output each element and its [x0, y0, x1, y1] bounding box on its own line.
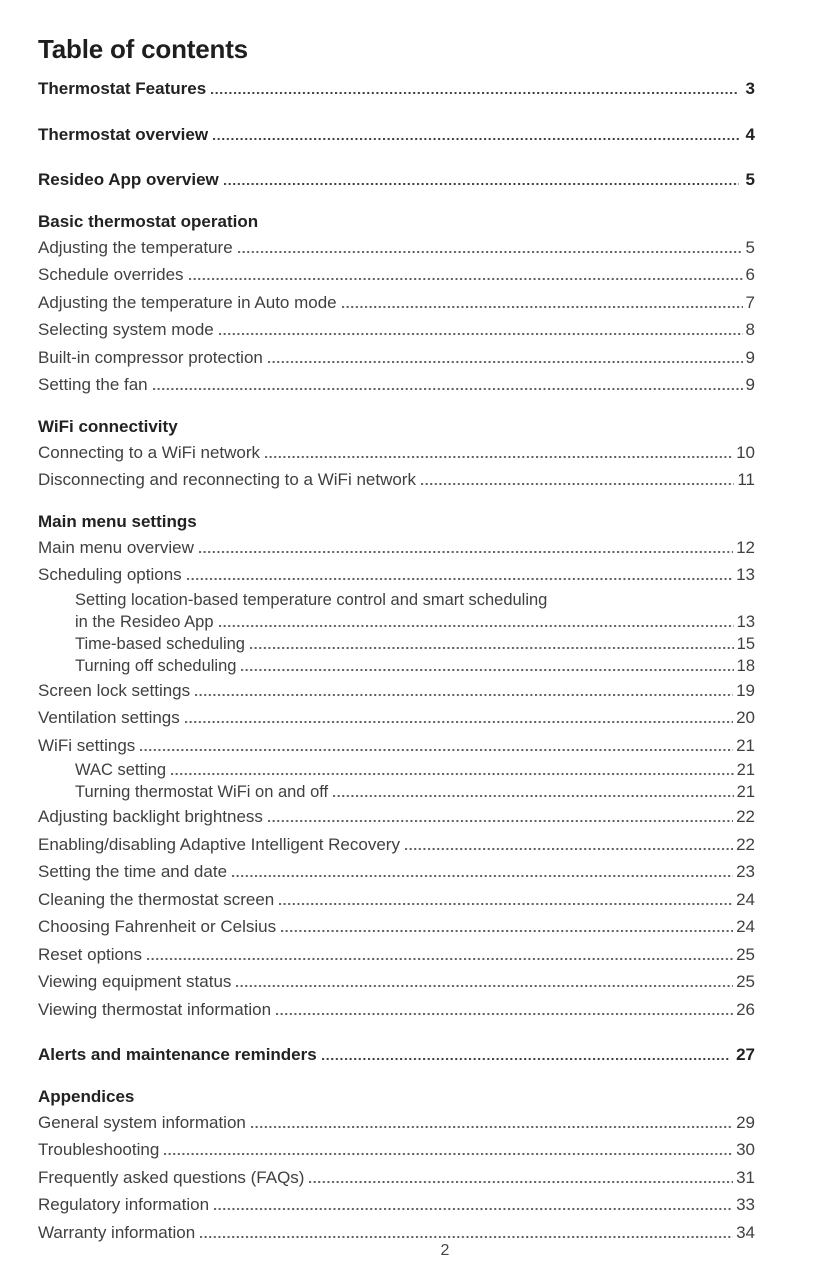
- toc-entry-label: Scheduling options: [38, 565, 182, 584]
- toc-entry-label: Viewing equipment status: [38, 972, 232, 991]
- toc-entry: [38, 534, 755, 562]
- toc-entry: [38, 371, 755, 399]
- toc-entry-page-number: 13: [736, 565, 755, 584]
- toc-entry-page-number: 5: [745, 170, 755, 189]
- toc-entry-page-number: 5: [745, 237, 755, 257]
- toc-entry-page-number: 23: [736, 862, 755, 881]
- toc-entry-page-number: 22: [736, 807, 755, 826]
- dot-leader: [405, 848, 733, 850]
- toc-entry-label: WiFi connectivity: [38, 416, 178, 436]
- dot-leader: [279, 903, 733, 905]
- dot-leader: [322, 1058, 729, 1060]
- toc-entry-label: Basic thermostat operation: [38, 211, 259, 231]
- toc-entry: [38, 439, 755, 467]
- toc-subentry: [38, 633, 755, 655]
- dot-leader: [211, 92, 738, 94]
- toc-entry-page-number: 10: [736, 442, 755, 462]
- toc-entry-label: Enabling/disabling Adaptive Intelligent Recovery: [38, 834, 400, 854]
- toc-entry-label: Appendices: [38, 1086, 135, 1106]
- toc-section-heading: [38, 415, 755, 439]
- toc-entry-label: Regulatory information: [38, 1195, 210, 1214]
- toc-entry: [38, 316, 755, 344]
- toc-entry: [38, 1136, 755, 1164]
- dot-leader: [333, 795, 734, 797]
- dot-leader: [140, 749, 733, 751]
- toc-entry-label: Turning thermostat WiFi on and off: [75, 783, 329, 801]
- toc-entry: [38, 234, 755, 262]
- toc-subentry: [38, 655, 755, 677]
- toc-entry-label: Cleaning the thermostat screen: [38, 889, 275, 909]
- toc-entry-label: Built-in compressor protection: [38, 347, 263, 367]
- toc-section-heading: [38, 210, 755, 234]
- dot-leader: [241, 669, 733, 671]
- toc-entry-page-number: 19: [736, 680, 755, 700]
- toc-entry-label: Choosing Fahrenheit or Celsius: [38, 917, 277, 936]
- toc-list: [38, 75, 755, 1246]
- toc-entry-page-number: 9: [745, 375, 755, 394]
- toc-entry-label: Disconnecting and reconnecting to a WiFi network: [38, 470, 416, 489]
- dot-leader: [189, 278, 743, 280]
- dot-leader: [342, 306, 743, 308]
- toc-entry-label: Main menu settings: [38, 511, 197, 531]
- toc-entry-label: Adjusting backlight brightness: [38, 807, 263, 826]
- toc-entry: [38, 561, 755, 589]
- toc-entry-page-number: 27: [736, 1045, 755, 1064]
- toc-entry: [38, 704, 755, 732]
- dot-leader: [232, 875, 733, 877]
- dot-leader: [147, 958, 733, 960]
- toc-entry: [38, 344, 755, 372]
- toc-entry: [38, 913, 755, 941]
- toc-entry-page-number: 11: [737, 470, 755, 489]
- toc-entry-page-number: 26: [736, 999, 755, 1019]
- toc-entry-label: Time-based scheduling: [75, 634, 245, 653]
- toc-entry-label: Reset options: [38, 944, 142, 964]
- toc-entry-page-number: 18: [736, 656, 755, 675]
- toc-entry: [38, 466, 755, 494]
- toc-entry-label: Adjusting the temperature in Auto mode: [38, 292, 337, 312]
- toc-entry-page-number: 21: [736, 761, 755, 779]
- dot-leader: [200, 1236, 733, 1238]
- dot-leader: [268, 361, 743, 363]
- toc-chapter-entry: [38, 166, 755, 194]
- dot-leader: [171, 773, 734, 775]
- toc-entry: [38, 289, 755, 317]
- dot-leader: [199, 551, 733, 553]
- toc-entry-page-number: 24: [736, 889, 755, 909]
- toc-entry: [38, 261, 755, 289]
- dot-leader: [251, 1126, 733, 1128]
- toc-entry: [38, 886, 755, 914]
- toc-entry-page-number: 30: [736, 1140, 755, 1159]
- dot-leader: [219, 625, 734, 627]
- toc-entry-label: Resideo App overview: [38, 170, 219, 189]
- toc-entry-label: Thermostat overview: [38, 124, 209, 144]
- toc-entry-label: Setting location-based temperature control and smart scheduling: [75, 590, 548, 609]
- toc-entry-label: WiFi settings: [38, 735, 136, 755]
- toc-entry-page-number: 25: [736, 972, 755, 991]
- toc-entry: [38, 941, 755, 969]
- toc-section-heading: [38, 1085, 755, 1109]
- toc-entry-label: Frequently asked questions (FAQs): [38, 1167, 305, 1187]
- toc-entry: [38, 858, 755, 886]
- toc-entry-label: Adjusting the temperature: [38, 237, 233, 257]
- dot-leader: [250, 647, 734, 649]
- toc-entry-page-number: 9: [745, 347, 755, 367]
- toc-entry-label: Selecting system mode: [38, 320, 214, 339]
- page-title: Table of contents: [38, 34, 248, 64]
- toc-entry-label: Screen lock settings: [38, 680, 191, 700]
- toc-chapter-entry: [38, 1041, 755, 1069]
- toc-entry: [38, 831, 755, 859]
- toc-entry: [38, 968, 755, 996]
- toc-entry: [38, 1109, 755, 1137]
- toc-entry-page-number: 7: [745, 292, 755, 312]
- toc-entry-page-number: 13: [736, 612, 755, 631]
- dot-leader: [195, 694, 733, 696]
- toc-subentry: [38, 781, 755, 803]
- dot-leader: [276, 1013, 733, 1015]
- toc-entry-label: in the Resideo App: [75, 612, 214, 631]
- toc-entry-label: Warranty information: [38, 1222, 196, 1242]
- toc-entry: [38, 1164, 755, 1192]
- toc-entry-label: WAC setting: [75, 761, 167, 779]
- toc-entry: [38, 1191, 755, 1219]
- toc-chapter-entry: [38, 75, 755, 103]
- toc-entry-page-number: 33: [736, 1195, 755, 1214]
- toc-entry-page-number: 20: [736, 708, 755, 727]
- dot-leader: [164, 1153, 733, 1155]
- toc-subentry-line2: [38, 611, 755, 633]
- toc-entry: [38, 732, 755, 760]
- dot-leader: [214, 1208, 733, 1210]
- toc-entry: [38, 677, 755, 705]
- toc-entry-label: Viewing thermostat information: [38, 999, 272, 1019]
- dot-leader: [236, 985, 733, 987]
- toc-entry-label: Setting the time and date: [38, 862, 228, 881]
- footer-page-number: 2: [440, 1242, 450, 1259]
- dot-leader: [265, 456, 733, 458]
- toc-entry-page-number: 22: [736, 834, 755, 854]
- toc-entry-label: Connecting to a WiFi network: [38, 442, 261, 462]
- dot-leader: [219, 333, 743, 335]
- dot-leader: [421, 483, 734, 485]
- toc-entry-label: Ventilation settings: [38, 708, 180, 727]
- toc-entry-label: Turning off scheduling: [75, 656, 237, 675]
- toc-entry-page-number: 34: [736, 1222, 755, 1242]
- toc-entry-page-number: 21: [736, 735, 755, 755]
- toc-entry-label: Troubleshooting: [38, 1140, 160, 1159]
- dot-leader: [185, 721, 733, 723]
- toc-subentry: [38, 759, 755, 781]
- toc-entry-label: General system information: [38, 1112, 246, 1132]
- dot-leader: [238, 251, 743, 253]
- toc-entry-page-number: 4: [745, 124, 755, 144]
- toc-entry-page-number: 29: [736, 1112, 755, 1132]
- toc-entry-page-number: 21: [736, 783, 755, 801]
- toc-entry-label: Alerts and maintenance reminders: [38, 1045, 317, 1064]
- toc-entry-label: Schedule overrides: [38, 265, 184, 284]
- toc-entry: [38, 803, 755, 831]
- toc-entry-page-number: 15: [736, 634, 755, 653]
- toc-entry-page-number: 24: [736, 917, 755, 936]
- toc-entry: [38, 996, 755, 1024]
- dot-leader: [268, 820, 733, 822]
- toc-entry-page-number: 25: [736, 944, 755, 964]
- toc-entry-label: Main menu overview: [38, 537, 194, 557]
- toc-section-heading: [38, 510, 755, 534]
- dot-leader: [281, 930, 733, 932]
- dot-leader: [187, 578, 733, 580]
- dot-leader: [309, 1181, 733, 1183]
- dot-leader: [213, 138, 738, 140]
- toc-entry-page-number: 31: [736, 1167, 755, 1187]
- toc-entry-label: Setting the fan: [38, 375, 148, 394]
- toc-chapter-entry: [38, 121, 755, 149]
- toc-subentry-line1: [38, 589, 755, 611]
- dot-leader: [153, 388, 743, 390]
- toc-entry-page-number: 3: [745, 79, 755, 98]
- toc-entry-page-number: 6: [745, 265, 755, 284]
- toc-entry-page-number: 8: [745, 320, 755, 339]
- toc-entry: [38, 1219, 755, 1247]
- toc-entry-label: Thermostat Features: [38, 79, 207, 98]
- dot-leader: [224, 183, 739, 185]
- toc-entry-page-number: 12: [736, 537, 755, 557]
